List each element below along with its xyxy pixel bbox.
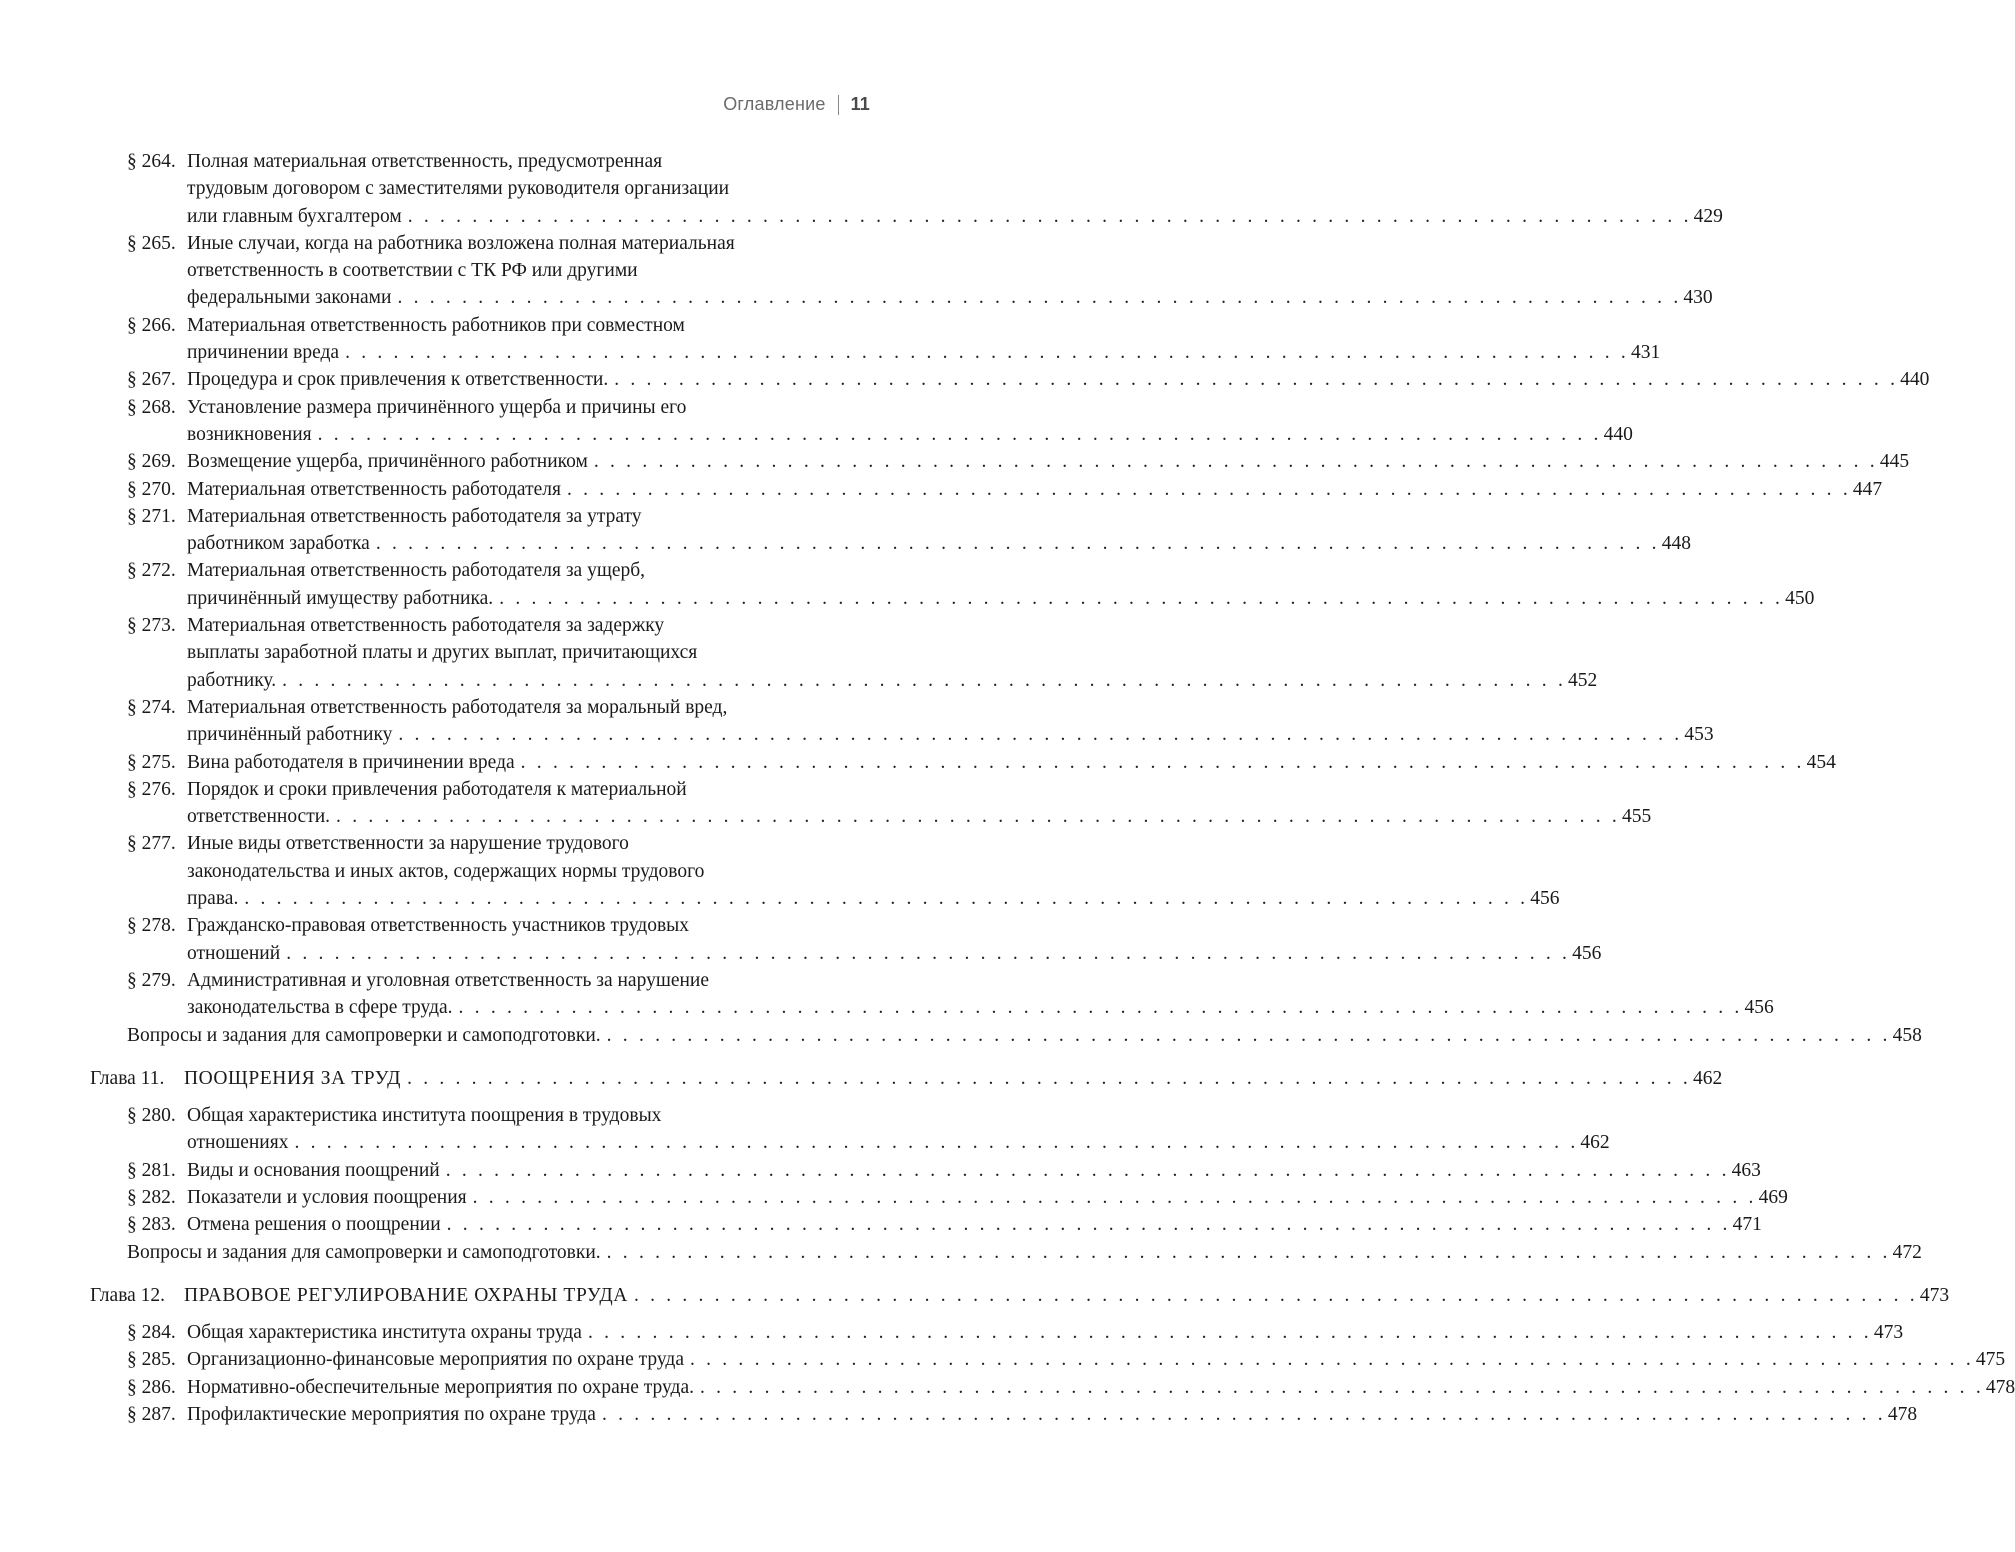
dot-leader: . . . . . . . . . . . . . . . . . . . . . . . . . . . . . . . . . . . . . . . . . . . . . . . . . . . . . . . . . . . . . . . . . . . . . . . . . . . . . . . . — [614, 369, 1899, 391]
toc-title — [187, 1346, 2005, 1373]
toc-title-line: ПРАВОВОЕ РЕГУЛИРОВАНИЕ ОХРАНЫ ТРУДА — [184, 1284, 628, 1306]
toc-page-number: 445 — [1879, 451, 1910, 473]
toc-title — [187, 749, 1836, 776]
toc-page-number: 472 — [1892, 1241, 1922, 1263]
dot-leader: . . . . . . . . . . . . . . . . . . . . . . . . . . . . . . . . . . . . . . . . . . . . . . . . . . . . . . . . . . . . . . . . . . . . . . . . . . . . . . . . — [282, 669, 1567, 691]
toc-section[interactable] — [0, 394, 1633, 449]
toc-number: § 282. — [127, 1186, 176, 1208]
toc-title — [187, 830, 1560, 912]
dot-leader: . . . . . . . . . . . . . . . . . . . . . . . . . . . . . . . . . . . . . . . . . . . . . . . . . . . . . . . . . . . . . . . . . . . . . . . . . . . . . . . . — [601, 1404, 1886, 1426]
toc-title-line: работником заработка — [187, 533, 370, 555]
page-number: 11 — [850, 94, 870, 114]
toc-title — [127, 1022, 1922, 1049]
toc-page-number: 469 — [1758, 1186, 1788, 1208]
toc-section[interactable] — [0, 967, 1774, 1022]
toc-page-number: 475 — [1975, 1349, 2006, 1371]
toc-title-line: Организационно-финансовые мероприятия по охране труда — [187, 1349, 684, 1371]
dot-leader: . . . . . . . . . . . . . . . . . . . . . . . . . . . . . . . . . . . . . . . . . . . . . . . . . . . . . . . . . . . . . . . . . . . . . . . . . . . . . . . . — [398, 724, 1683, 746]
toc-number: § 270. — [127, 478, 176, 500]
toc-title — [187, 366, 1929, 393]
toc-section[interactable] — [0, 749, 1836, 776]
toc-number: § 279. — [127, 969, 176, 991]
toc-section[interactable] — [0, 312, 1661, 367]
toc-title-line: Полная материальная ответственность, предусмотренная — [187, 151, 663, 172]
dot-leader: . . . . . . . . . . . . . . . . . . . . . . . . . . . . . . . . . . . . . . . . . . . . . . . . . . . . . . . . . . . . . . . . . . . . . . . . . . . . . . . . — [345, 342, 1630, 364]
dot-leader: . . . . . . . . . . . . . . . . . . . . . . . . . . . . . . . . . . . . . . . . . . . . . . . . . . . . . . . . . . . . . . . . . . . . . . . . . . . . . . . . — [294, 1132, 1579, 1154]
toc-title-line: законодательства и иных актов, содержащих нормы трудового — [187, 860, 705, 882]
toc-title-line: Административная и уголовная ответственность за нарушение — [187, 969, 710, 991]
toc-title-line: Материальная ответственность работодателя за утрату — [187, 505, 642, 527]
toc-section[interactable] — [0, 448, 1910, 475]
toc-title-line: Материальная ответственность работников при совместном — [187, 314, 685, 336]
toc-title — [187, 230, 1713, 312]
toc-title — [187, 503, 1691, 558]
toc-number: § 278. — [127, 915, 176, 937]
toc-chapter[interactable] — [0, 1282, 1950, 1309]
toc-number: § 285. — [127, 1349, 176, 1371]
dot-leader: . . . . . . . . . . . . . . . . . . . . . . . . . . . . . . . . . . . . . . . . . . . . . . . . . . . . . . . . . . . . . . . . . . . . . . . . . . . . . . . . — [499, 587, 1784, 609]
toc-page-number: 440 — [1900, 369, 1930, 391]
toc-page-number: 456 — [1530, 888, 1560, 910]
toc-page-number: 448 — [1661, 533, 1692, 555]
toc-number: Глава 12. — [90, 1284, 166, 1306]
toc-title — [187, 476, 1882, 503]
toc-title-line: работнику. — [187, 669, 277, 691]
dot-leader: . . . . . . . . . . . . . . . . . . . . . . . . . . . . . . . . . . . . . . . . . . . . . . . . . . . . . . . . . . . . . . . . . . . . . . . . . . . . . . . . — [633, 1284, 1918, 1306]
running-head-section: Оглавление — [723, 94, 826, 114]
dot-leader: . . . . . . . . . . . . . . . . . . . . . . . . . . . . . . . . . . . . . . . . . . . . . . . . . . . . . . . . . . . . . . . . . . . . . . . . . . . . . . . . — [472, 1186, 1757, 1208]
table-of-contents — [0, 148, 2015, 1428]
toc-number: § 273. — [127, 615, 176, 637]
toc-number: § 267. — [127, 369, 176, 391]
toc-number: § 287. — [127, 1404, 176, 1426]
toc-title-line: Иные случаи, когда на работника возложена полная материальная — [187, 232, 735, 254]
toc-section[interactable] — [0, 148, 1723, 230]
dot-leader: . . . . . . . . . . . . . . . . . . . . . . . . . . . . . . . . . . . . . . . . . . . . . . . . . . . . . . . . . . . . . . . . . . . . . . . . . . . . . . . . — [606, 1024, 1891, 1046]
toc-page-number: 478 — [1985, 1376, 2015, 1398]
toc-title — [187, 1184, 1788, 1211]
toc-title — [187, 557, 1814, 612]
toc-page-number: 473 — [1919, 1284, 1950, 1306]
dot-leader: . . . . . . . . . . . . . . . . . . . . . . . . . . . . . . . . . . . . . . . . . . . . . . . . . . . . . . . . . . . . . . . . . . . . . . . . . . . . . . . . — [375, 533, 1660, 555]
toc-title — [187, 312, 1660, 367]
toc-page-number: 430 — [1683, 287, 1713, 309]
dot-leader: . . . . . . . . . . . . . . . . . . . . . . . . . . . . . . . . . . . . . . . . . . . . . . . . . . . . . . . . . . . . . . . . . . . . . . . . . . . . . . . . — [317, 423, 1602, 445]
toc-title-line: Возмещение ущерба, причинённого работником — [187, 451, 588, 473]
toc-number: § 271. — [127, 505, 176, 527]
toc-title-line: или главным бухгалтером — [187, 205, 402, 227]
toc-title-line: ПООЩРЕНИЯ ЗА ТРУД — [184, 1067, 402, 1089]
toc-title-line: ответственность в соответствии с ТК РФ или другими — [187, 260, 638, 282]
toc-section[interactable] — [0, 1401, 1918, 1428]
toc-title-line: отношений — [187, 942, 281, 964]
toc-number: § 276. — [127, 778, 176, 800]
toc-title — [187, 1401, 1917, 1428]
running-head-divider — [838, 95, 839, 115]
toc-number: § 264. — [127, 151, 176, 172]
toc-page-number: 440 — [1603, 423, 1633, 445]
toc-section[interactable] — [0, 776, 1652, 831]
toc-page-number: 462 — [1580, 1132, 1610, 1154]
toc-title-line: законодательства в сфере труда. — [187, 997, 453, 1019]
toc-title-line: Отмена решения о поощрении — [187, 1214, 441, 1236]
toc-number: § 283. — [127, 1214, 176, 1236]
toc-title — [184, 1282, 1949, 1309]
toc-questions[interactable] — [0, 1022, 1922, 1049]
toc-number: § 275. — [127, 751, 176, 773]
toc-number: § 265. — [127, 232, 176, 254]
toc-title-line: трудовым договором с заместителями руководителя организации — [187, 178, 730, 200]
toc-title — [187, 1157, 1761, 1184]
toc-section[interactable] — [0, 476, 1883, 503]
dot-leader: . . . . . . . . . . . . . . . . . . . . . . . . . . . . . . . . . . . . . . . . . . . . . . . . . . . . . . . . . . . . . . . . . . . . . . . . . . . . . . . . — [407, 205, 1692, 227]
toc-page-number: 473 — [1873, 1322, 1904, 1344]
toc-section[interactable] — [0, 1346, 2006, 1373]
toc-page-number: 450 — [1785, 587, 1815, 609]
toc-title-line: Вопросы и задания для самопроверки и самоподготовки. — [127, 1024, 601, 1046]
toc-title — [187, 448, 1909, 475]
dot-leader: . . . . . . . . . . . . . . . . . . . . . . . . . . . . . . . . . . . . . . . . . . . . . . . . . . . . . . . . . . . . . . . . . . . . . . . . . . . . . . . . — [520, 751, 1805, 773]
toc-section[interactable] — [0, 1319, 1904, 1346]
toc-section[interactable] — [0, 557, 1815, 612]
toc-number: § 269. — [127, 451, 176, 473]
toc-title-line: Материальная ответственность работодателя за задержку — [187, 615, 665, 637]
toc-title — [187, 148, 1723, 230]
toc-section[interactable] — [0, 1184, 1788, 1211]
toc-page-number: 456 — [1744, 997, 1774, 1019]
running-head — [723, 94, 870, 115]
toc-title-line: Нормативно-обеспечительные мероприятия по охране труда. — [187, 1376, 694, 1398]
toc-section[interactable] — [0, 612, 1598, 694]
dot-leader: . . . . . . . . . . . . . . . . . . . . . . . . . . . . . . . . . . . . . . . . . . . . . . . . . . . . . . . . . . . . . . . . . . . . . . . . . . . . . . . . — [446, 1214, 1731, 1236]
toc-title — [187, 612, 1597, 694]
toc-page-number: 463 — [1731, 1159, 1761, 1181]
dot-leader: . . . . . . . . . . . . . . . . . . . . . . . . . . . . . . . . . . . . . . . . . . . . . . . . . . . . . . . . . . . . . . . . . . . . . . . . . . . . . . . . — [587, 1322, 1872, 1344]
toc-section[interactable] — [0, 912, 1602, 967]
toc-section[interactable] — [0, 1211, 1762, 1238]
toc-page-number: 462 — [1693, 1067, 1723, 1089]
toc-number: Глава 11. — [90, 1067, 165, 1089]
toc-number: § 274. — [127, 696, 176, 718]
toc-number: § 280. — [127, 1105, 176, 1127]
toc-page-number: 452 — [1568, 669, 1598, 691]
toc-title — [187, 912, 1601, 967]
dot-leader: . . . . . . . . . . . . . . . . . . . . . . . . . . . . . . . . . . . . . . . . . . . . . . . . . . . . . . . . . . . . . . . . . . . . . . . . . . . . . . . . — [699, 1376, 1984, 1398]
toc-title — [187, 776, 1651, 831]
toc-section[interactable] — [0, 230, 1713, 312]
toc-number: § 277. — [127, 833, 176, 855]
toc-page-number: 455 — [1621, 806, 1652, 828]
toc-number: § 281. — [127, 1159, 176, 1181]
toc-page-number: 447 — [1852, 478, 1883, 500]
toc-title — [187, 1374, 2015, 1401]
toc-section[interactable] — [0, 1102, 1610, 1157]
toc-page-number: 456 — [1572, 942, 1602, 964]
toc-section[interactable] — [0, 503, 1692, 558]
dot-leader: . . . . . . . . . . . . . . . . . . . . . . . . . . . . . . . . . . . . . . . . . . . . . . . . . . . . . . . . . . . . . . . . . . . . . . . . . . . . . . . . — [606, 1241, 1891, 1263]
dot-leader: . . . . . . . . . . . . . . . . . . . . . . . . . . . . . . . . . . . . . . . . . . . . . . . . . . . . . . . . . . . . . . . . . . . . . . . . . . . . . . . . — [336, 806, 1620, 828]
toc-title-line: Материальная ответственность работодателя за ущерб, — [187, 560, 646, 582]
toc-title-line: Установление размера причинённого ущерба и причины его — [187, 396, 687, 418]
dot-leader: . . . . . . . . . . . . . . . . . . . . . . . . . . . . . . . . . . . . . . . . . . . . . . . . . . . . . . . . . . . . . . . . . . . . . . . . . . . . . . . . — [407, 1067, 1691, 1089]
toc-title — [187, 694, 1714, 749]
toc-page-number: 431 — [1631, 342, 1661, 364]
toc-title-line: Порядок и сроки привлечения работодателя к материальной — [187, 778, 687, 800]
toc-title-line: Процедура и срок привлечения к ответственности. — [187, 369, 609, 391]
dot-leader: . . . . . . . . . . . . . . . . . . . . . . . . . . . . . . . . . . . . . . . . . . . . . . . . . . . . . . . . . . . . . . . . . . . . . . . . . . . . . . . . — [458, 997, 1743, 1019]
toc-number: § 268. — [127, 396, 176, 418]
toc-title — [187, 967, 1774, 1022]
toc-title-line: Общая характеристика института охраны труда — [187, 1322, 582, 1344]
toc-section[interactable] — [0, 694, 1714, 749]
toc-questions[interactable] — [0, 1239, 1922, 1266]
toc-title-line: причинённый работнику — [187, 724, 393, 746]
toc-section[interactable] — [0, 366, 1930, 393]
toc-title-line: Вина работодателя в причинении вреда — [187, 751, 515, 773]
toc-title — [187, 1319, 1903, 1346]
toc-title-line: Иные виды ответственности за нарушение трудового — [187, 833, 629, 855]
toc-title-line: Вопросы и задания для самопроверки и самоподготовки. — [127, 1241, 601, 1263]
toc-title — [187, 394, 1633, 449]
toc-number: § 266. — [127, 314, 176, 336]
toc-section[interactable] — [0, 1374, 2015, 1401]
toc-title-line: Профилактические мероприятия по охране труда — [187, 1404, 596, 1426]
toc-title — [187, 1102, 1610, 1157]
toc-title-line: федеральными законами — [187, 287, 392, 309]
toc-title-line: выплаты заработной платы и других выплат, причитающихся — [187, 642, 698, 664]
toc-chapter[interactable] — [0, 1065, 1723, 1092]
dot-leader: . . . . . . . . . . . . . . . . . . . . . . . . . . . . . . . . . . . . . . . . . . . . . . . . . . . . . . . . . . . . . . . . . . . . . . . . . . . . . . . . — [244, 888, 1529, 910]
toc-section[interactable] — [0, 830, 1560, 912]
toc-page-number: 471 — [1732, 1214, 1762, 1236]
toc-number: § 284. — [127, 1322, 176, 1344]
toc-number: § 272. — [127, 560, 176, 582]
toc-title — [187, 1211, 1762, 1238]
toc-title-line: Материальная ответственность работодателя — [187, 478, 561, 500]
toc-page-number: 458 — [1892, 1024, 1922, 1046]
dot-leader: . . . . . . . . . . . . . . . . . . . . . . . . . . . . . . . . . . . . . . . . . . . . . . . . . . . . . . . . . . . . . . . . . . . . . . . . . . . . . . . . — [397, 287, 1682, 309]
toc-title-line: Общая характеристика института поощрения в трудовых — [187, 1105, 662, 1127]
toc-title-line: Материальная ответственность работодателя за моральный вред, — [187, 696, 728, 718]
toc-title-line: возникновения — [187, 423, 312, 445]
dot-leader: . . . . . . . . . . . . . . . . . . . . . . . . . . . . . . . . . . . . . . . . . . . . . . . . . . . . . . . . . . . . . . . . . . . . . . . . . . . . . . . . — [566, 478, 1851, 500]
toc-page-number: 453 — [1684, 724, 1714, 746]
toc-number: § 286. — [127, 1376, 176, 1398]
dot-leader: . . . . . . . . . . . . . . . . . . . . . . . . . . . . . . . . . . . . . . . . . . . . . . . . . . . . . . . . . . . . . . . . . . . . . . . . . . . . . . . . — [445, 1159, 1730, 1181]
toc-title-line: Гражданско-правовая ответственность участников трудовых — [187, 915, 690, 937]
toc-title — [184, 1065, 1722, 1092]
toc-title-line: права. — [187, 888, 239, 910]
toc-title-line: отношениях — [187, 1132, 289, 1154]
dot-leader: . . . . . . . . . . . . . . . . . . . . . . . . . . . . . . . . . . . . . . . . . . . . . . . . . . . . . . . . . . . . . . . . . . . . . . . . . . . . . . . . — [689, 1349, 1974, 1371]
toc-title-line: причинении вреда — [187, 342, 340, 364]
toc-title — [127, 1239, 1922, 1266]
toc-page-number: 478 — [1887, 1404, 1918, 1426]
toc-title-line: Виды и основания поощрений — [187, 1159, 440, 1181]
toc-title-line: ответственности. — [187, 806, 331, 828]
toc-page-number: 429 — [1693, 205, 1723, 227]
toc-page-number: 454 — [1806, 751, 1836, 773]
dot-leader: . . . . . . . . . . . . . . . . . . . . . . . . . . . . . . . . . . . . . . . . . . . . . . . . . . . . . . . . . . . . . . . . . . . . . . . . . . . . . . . . — [593, 451, 1878, 473]
dot-leader: . . . . . . . . . . . . . . . . . . . . . . . . . . . . . . . . . . . . . . . . . . . . . . . . . . . . . . . . . . . . . . . . . . . . . . . . . . . . . . . . — [286, 942, 1571, 964]
toc-title-line: причинённый имуществу работника. — [187, 587, 494, 609]
toc-title-line: Показатели и условия поощрения — [187, 1186, 467, 1208]
toc-section[interactable] — [0, 1157, 1761, 1184]
